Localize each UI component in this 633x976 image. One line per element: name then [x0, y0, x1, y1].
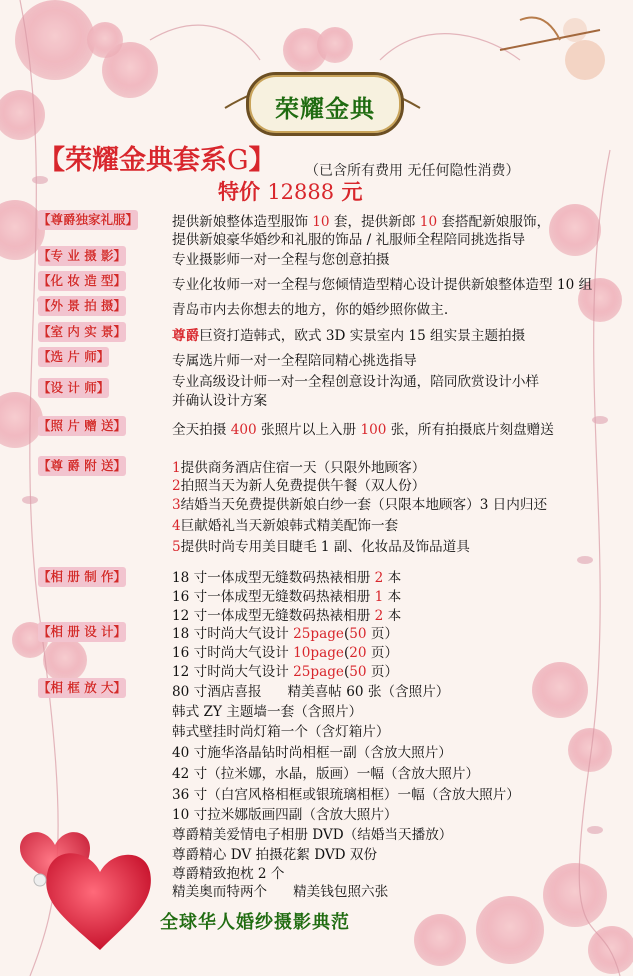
footer-slogan: 全球华人婚纱摄影典范 [160, 912, 350, 933]
label-album-make: 【相 册 制 作】 [38, 567, 126, 587]
album-design-item: 12 寸时尚大气设计 25page(50 页） [172, 664, 399, 680]
gift-line-2: 提供新娘豪华婚纱和礼服的饰品 / 礼服师全程陪同挑选指导 [172, 232, 526, 248]
label-gift-photos: 【照 片 赠 送】 [38, 416, 126, 436]
frames-item: 尊爵精美爱情电子相册 DVD（结婚当天播放） [172, 827, 453, 843]
extras-item: 4巨献婚礼当天新娘韩式精美配饰一套 [172, 518, 399, 534]
album-make-item: 12 寸一体成型无缝数码热裱相册 2 本 [172, 608, 402, 624]
album-design-item: 18 寸时尚大气设计 25page(50 页） [172, 626, 399, 642]
extras-item: 2拍照当天为新人免费提供午餐（双人份） [172, 478, 426, 494]
label-design: 【设 计 师】 [38, 378, 109, 398]
album-make-item: 18 寸一体成型无缝数码热裱相册 2 本 [172, 570, 402, 586]
makeup-text: 专业化妆师一对一全程与您倾情造型精心设计提供新娘整体造型 10 组 [172, 277, 593, 293]
frames-item: 韩式壁挂时尚灯箱一个（含灯箱片） [172, 724, 390, 740]
label-select: 【选 片 师】 [38, 347, 109, 367]
label-photo: 【专 业 摄 影】 [38, 246, 126, 266]
extras-item: 1提供商务酒店住宿一天（只限外地顾客） [172, 460, 426, 476]
price-unit: 元 [341, 180, 363, 204]
label-extras: 【尊 爵 附 送】 [38, 456, 126, 476]
package-price [218, 176, 362, 206]
price-label: 特价 [218, 180, 260, 204]
label-outdoor: 【外 景 拍 摄】 [38, 296, 126, 316]
album-make-item: 16 寸一体成型无缝数码热裱相册 1 本 [172, 589, 402, 605]
frames-item: 尊爵精心 DV 拍摄花絮 DVD 双份 [172, 847, 378, 863]
frames-item: 精美奥而特两个 精美钱包照六张 [172, 884, 389, 900]
frames-item: 尊爵精致抱枕 2 个 [172, 866, 285, 882]
package-title [38, 138, 276, 177]
plaque-title: 荣耀金典 [275, 95, 375, 123]
label-indoor: 【室 内 实 景】 [38, 322, 126, 342]
frames-item: 韩式 ZY 主题墙一套（含照片） [172, 704, 363, 720]
album-design-item: 16 寸时尚大气设计 10page(20 页） [172, 645, 399, 661]
frames-item: 10 寸拉米娜版画四副（含放大照片） [172, 807, 398, 823]
select-text: 专属选片师一对一全程陪同精心挑选指导 [172, 353, 417, 369]
gift-photos-text: 全天拍摄 400 张照片以上入册 100 张，所有拍摄底片刻盘赠送 [172, 422, 554, 438]
frames-item: 42 寸（拉米娜，水晶，版画）一幅（含放大照片） [172, 766, 480, 782]
indoor-text: 尊爵巨资打造韩式，欧式 3D 实景室内 15 组实景主题拍摄 [172, 328, 526, 344]
outdoor-text: 青岛市内去你想去的地方，你的婚纱照你做主. [172, 302, 449, 318]
extras-item: 3结婚当天免费提供新娘白纱一套（只限本地顾客）3 日内归还 [172, 497, 548, 513]
gift-line-1: 提供新娘整体造型服饰 10 套，提供新郎 10 套搭配新娘服饰， [172, 214, 551, 230]
price-value: 12888 [267, 180, 335, 204]
label-frames: 【相 框 放 大】 [38, 678, 126, 698]
package-subtitle: （已含所有费用 无任何隐性消费） [305, 163, 520, 179]
label-gift: 【尊爵独家礼服】 [38, 210, 138, 230]
frames-item: 40 寸施华洛晶钻时尚相框一副（含放大照片） [172, 745, 452, 761]
design-line-2: 并确认设计方案 [172, 393, 268, 409]
title-bracket-close: 】 [248, 145, 276, 176]
design-line-1: 专业高级设计师一对一全程创意设计沟通，陪同欣赏设计小样 [172, 374, 540, 390]
title-name: 荣耀金典套系 [65, 145, 227, 176]
title-bracket-open: 【 [38, 145, 65, 176]
label-album-design: 【相 册 设 计】 [38, 622, 126, 642]
frames-item: 36 寸（白宫风格相框或银琉璃相框）一幅（含放大照片） [172, 787, 520, 803]
header-plaque [246, 72, 404, 136]
extras-item: 5提供时尚专用美目睫毛 1 副、化妆品及饰品道具 [172, 539, 470, 555]
label-makeup: 【化 妆 造 型】 [38, 271, 126, 291]
title-code: G [227, 145, 249, 176]
frames-item: 80 寸酒店喜报 精美喜帖 60 张（含照片） [172, 684, 450, 700]
photo-text: 专业摄影师一对一全程与您创意拍摄 [172, 252, 390, 268]
